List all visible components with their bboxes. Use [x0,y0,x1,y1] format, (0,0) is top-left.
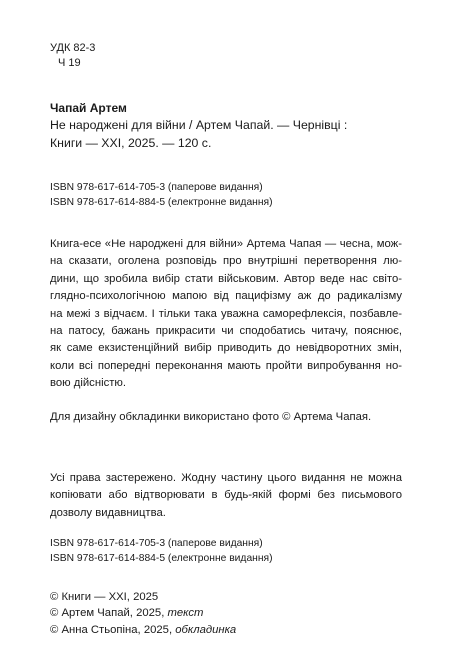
annotation-line: як саме екзистенційний вибір приводить до невідворотних змін, [50,342,402,355]
isbn-electronic: ISBN 978-617-614-884-5 (електронне видання) [50,197,273,208]
copyright-role: текст [167,607,204,620]
annotation-line: на патосу, бажань прикрасити чи сподобатись читачу, пояснює, [50,325,402,338]
cover-photo-credit: Для дизайну обкладинки використано фото © Артема Чапая. [50,411,372,423]
rights-line: дозволу видавництва. [50,506,166,519]
copyright-author [50,605,236,621]
isbn-print: ISBN 978-617-614-705-3 (паперове видання) [50,538,263,549]
author-name: Чапай Артем [50,101,127,115]
copyright-publisher [50,589,236,605]
copyright-cover-artist [50,622,236,638]
bibliographic-entry [50,100,402,152]
annotation-line: коли всі попередні переконання мають пройти випробування но- [50,359,402,372]
isbn-print: ISBN 978-617-614-705-3 (паперове видання) [50,182,263,193]
rights-notice [50,470,402,522]
copyright-text: © Книги — XXI, 2025 [50,591,159,603]
title-line-2: Книги — XXI, 2025. — 120 с. [50,136,212,150]
classification-codes [50,41,95,71]
copyright-block [50,589,236,638]
annotation [50,236,402,393]
rights-line: копіювати або відтворювати в будь-якій формі без письмового [50,489,402,502]
isbn-electronic: ISBN 978-617-614-884-5 (електронне видання) [50,553,273,564]
udc-code: УДК 82-3 [50,42,96,54]
title-line-1: Не народжені для війни / Артем Чапай. — Чернівці : [50,118,348,132]
annotation-line: вою дійсністю. [50,377,127,390]
rights-line: Усі права застережено. Жодну частину цього видання не можна [50,472,402,484]
annotation-line: Книга-есе «Не народжені для війни» Артема Чапая — чесна, мож- [50,238,402,250]
annotation-line: глядно-психологічною мапою від пацифізму аж до радикалізму [50,290,402,303]
cutter-code: Ч 19 [58,57,81,69]
isbn-block-bottom [50,536,273,566]
isbn-block-top [50,180,273,210]
annotation-line: на сказати, оголена розповідь про внутрішні перетворення лю- [50,255,402,268]
copyright-text: © Артем Чапай, 2025, [50,607,168,620]
copyright-text: © Анна Стьопіна, 2025, [50,623,176,636]
annotation-line: на межі з відчаєм. І тільки така уважна саморефлексія, позбавле- [50,307,402,320]
annotation-line: дини, що зробила вибір стати військовим. Автор веде нас світо- [50,272,402,285]
copyright-role: обкладинка [175,623,237,636]
